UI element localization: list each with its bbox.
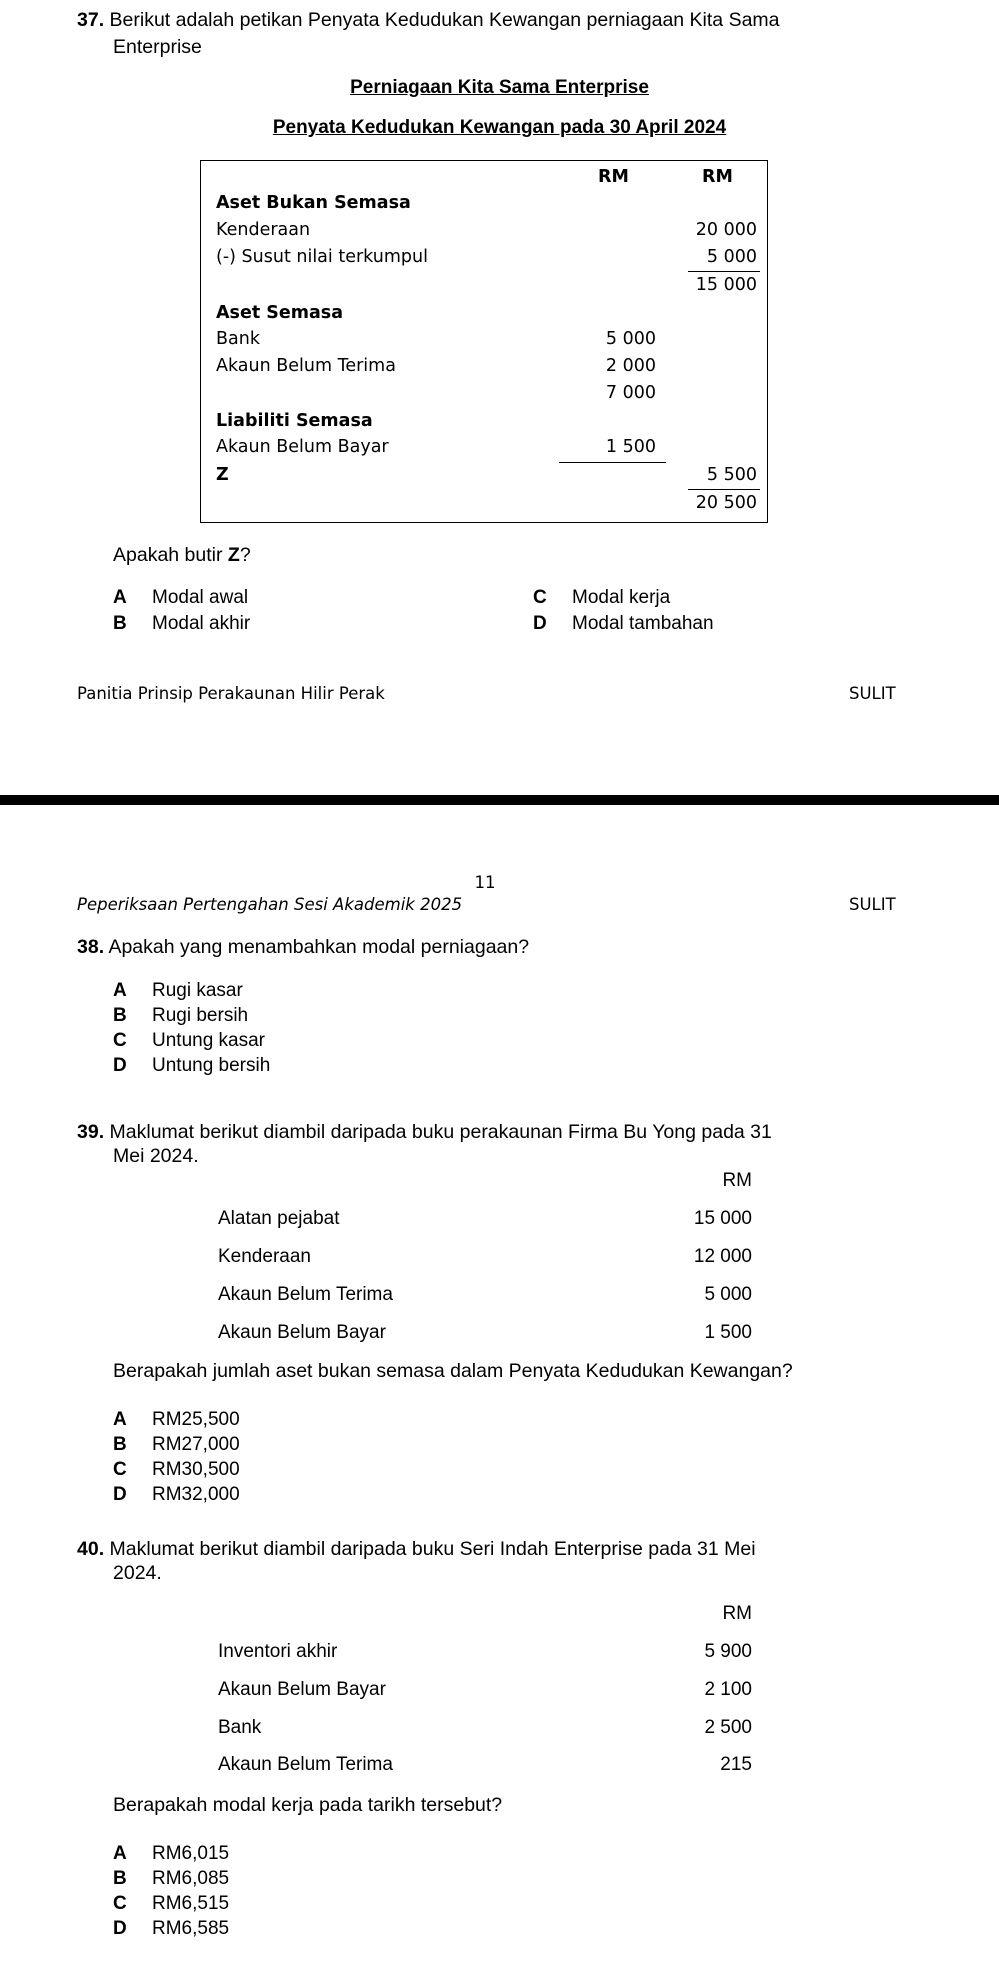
q37-number: 37. <box>77 9 105 31</box>
q40-number: 40. <box>77 1538 105 1560</box>
underline-depreciation <box>688 271 760 272</box>
q37-stem-line2: Enterprise <box>113 36 202 58</box>
q37-stem <box>77 8 780 32</box>
q37-question-text: Apakah butir <box>113 544 228 566</box>
q37-heading-statement: Penyata Kedudukan Kewangan pada 30 April 2024 <box>272 117 727 138</box>
option-text: Untung kasar <box>152 1030 266 1051</box>
q39-option-b[interactable] <box>113 1432 240 1457</box>
option-text: Rugi kasar <box>152 980 243 1001</box>
q37-question-z: Z <box>227 544 240 566</box>
z-value: 5 500 <box>706 465 757 485</box>
q39-currency-header: RM <box>722 1170 752 1191</box>
vehicle-label: Kenderaan <box>216 220 311 240</box>
q39-option-c[interactable] <box>113 1457 240 1482</box>
q37-option-b[interactable] <box>113 611 250 636</box>
option-text: Modal awal <box>152 587 249 608</box>
option-letter: A <box>113 1409 127 1430</box>
table-row-label: Akaun Belum Terima <box>218 1284 393 1305</box>
option-letter: A <box>113 980 127 1001</box>
table-row-value: 5 900 <box>704 1641 752 1662</box>
table-row-value: 2 500 <box>704 1717 752 1738</box>
q38-option-a[interactable] <box>113 978 243 1003</box>
option-letter: A <box>113 587 127 608</box>
bank-value: 5 000 <box>605 329 656 349</box>
option-text: RM6,085 <box>152 1868 230 1889</box>
page-number: 11 <box>474 873 496 892</box>
underline-payables <box>559 462 666 463</box>
q37-option-d[interactable] <box>533 611 714 636</box>
receivables-value: 2 000 <box>605 356 656 376</box>
option-text: RM6,585 <box>152 1918 230 1939</box>
q37-heading-business: Perniagaan Kita Sama Enterprise <box>350 77 649 98</box>
table-row-label: Inventori akhir <box>218 1641 338 1662</box>
table-row-value: 15 000 <box>693 1208 752 1229</box>
q39-option-d[interactable] <box>113 1482 240 1507</box>
option-text: RM6,015 <box>152 1843 230 1864</box>
table-row-label: Alatan pejabat <box>218 1208 340 1229</box>
q37-option-a[interactable] <box>113 585 248 610</box>
option-text: RM6,515 <box>152 1893 230 1914</box>
option-letter: C <box>113 1459 127 1480</box>
option-text: Modal tambahan <box>572 613 714 634</box>
col1-header: RM <box>598 167 629 187</box>
option-text: RM27,000 <box>152 1434 240 1455</box>
table-row-value: 215 <box>720 1754 752 1775</box>
q40-question: Berapakah modal kerja pada tarikh tersebut? <box>113 1794 503 1816</box>
q39-stem-line1: Maklumat berikut diambil daripada buku perakaunan Firma Bu Yong pada 31 <box>109 1121 772 1143</box>
q37-option-c[interactable] <box>533 585 670 610</box>
receivables-label: Akaun Belum Terima <box>216 356 396 376</box>
table-row-label: Akaun Belum Bayar <box>218 1679 386 1700</box>
vehicle-value: 20 000 <box>695 220 757 240</box>
table-row-label: Bank <box>218 1717 262 1738</box>
q40-option-c[interactable] <box>113 1891 229 1916</box>
table-row-value: 1 500 <box>704 1322 752 1343</box>
table-row-value: 2 100 <box>704 1679 752 1700</box>
option-letter: B <box>113 1434 127 1455</box>
q37-stem-line1: Berikut adalah petikan Penyata Kedudukan Kewangan perniagaan Kita Sama <box>109 9 780 31</box>
page-separator <box>0 795 999 805</box>
page-header-right: SULIT <box>849 895 896 914</box>
option-letter: C <box>533 587 547 608</box>
z-label: Z <box>216 465 229 485</box>
option-text: Rugi bersih <box>152 1005 249 1026</box>
q37-question-mark: ? <box>239 544 251 566</box>
option-letter: B <box>113 613 127 634</box>
q40-stem <box>77 1537 756 1561</box>
option-letter: D <box>113 1484 127 1505</box>
table-row-label: Akaun Belum Bayar <box>218 1322 386 1343</box>
q38-option-b[interactable] <box>113 1003 248 1028</box>
option-letter: A <box>113 1843 127 1864</box>
current-assets-total: 7 000 <box>605 383 656 403</box>
table-row-value: 12 000 <box>693 1246 752 1267</box>
q38-number: 38. <box>77 936 105 958</box>
footer-left: Panitia Prinsip Perakaunan Hilir Perak <box>77 684 385 703</box>
payables-value: 1 500 <box>605 437 656 457</box>
q38-stem <box>77 935 529 959</box>
q38-option-d[interactable] <box>113 1053 270 1078</box>
option-text: RM25,500 <box>152 1409 240 1430</box>
net-non-current-assets: 15 000 <box>695 275 757 295</box>
current-assets-title: Aset Semasa <box>216 303 344 323</box>
option-text: Untung bersih <box>152 1055 271 1076</box>
q40-option-a[interactable] <box>113 1841 229 1866</box>
q39-question: Berapakah jumlah aset bukan semasa dalam Penyata Kedudukan Kewangan? <box>113 1360 793 1382</box>
q40-option-d[interactable] <box>113 1916 229 1941</box>
option-letter: C <box>113 1030 127 1051</box>
financial-position-statement <box>200 160 768 523</box>
option-letter: B <box>113 1005 127 1026</box>
page-header-left: Peperiksaan Pertengahan Sesi Akademik 2025 <box>77 895 463 914</box>
table-row-value: 5 000 <box>704 1284 752 1305</box>
q38-option-c[interactable] <box>113 1028 265 1053</box>
payables-label: Akaun Belum Bayar <box>216 437 389 457</box>
bank-label: Bank <box>216 329 260 349</box>
q38-stem-text: Apakah yang menambahkan modal perniagaan? <box>108 936 530 958</box>
table-row-label: Kenderaan <box>218 1246 311 1267</box>
option-text: RM32,000 <box>152 1484 240 1505</box>
option-letter: D <box>533 613 547 634</box>
q39-stem-line2: Mei 2024. <box>113 1145 199 1167</box>
q39-number: 39. <box>77 1121 105 1143</box>
q39-option-a[interactable] <box>113 1407 240 1432</box>
depreciation-value: 5 000 <box>706 247 757 267</box>
option-letter: B <box>113 1868 127 1889</box>
option-text: Modal akhir <box>152 613 251 634</box>
col2-header: RM <box>702 167 733 187</box>
q40-option-b[interactable] <box>113 1866 229 1891</box>
grand-total: 20 500 <box>695 493 757 513</box>
underline-z <box>688 489 760 490</box>
non-current-assets-title: Aset Bukan Semasa <box>216 193 411 213</box>
q40-stem-line2: 2024. <box>113 1562 162 1584</box>
table-row-label: Akaun Belum Terima <box>218 1754 393 1775</box>
q40-currency-header: RM <box>722 1603 752 1624</box>
current-liabilities-title: Liabiliti Semasa <box>216 411 373 431</box>
q37-question <box>113 543 251 567</box>
option-letter: C <box>113 1893 127 1914</box>
option-letter: D <box>113 1055 127 1076</box>
footer-right: SULIT <box>849 684 896 703</box>
option-text: Modal kerja <box>572 587 671 608</box>
depreciation-label: (-) Susut nilai terkumpul <box>216 247 428 267</box>
option-letter: D <box>113 1918 127 1939</box>
q39-stem <box>77 1120 772 1144</box>
q40-stem-line1: Maklumat berikut diambil daripada buku Seri Indah Enterprise pada 31 Mei <box>109 1538 756 1560</box>
option-text: RM30,500 <box>152 1459 240 1480</box>
